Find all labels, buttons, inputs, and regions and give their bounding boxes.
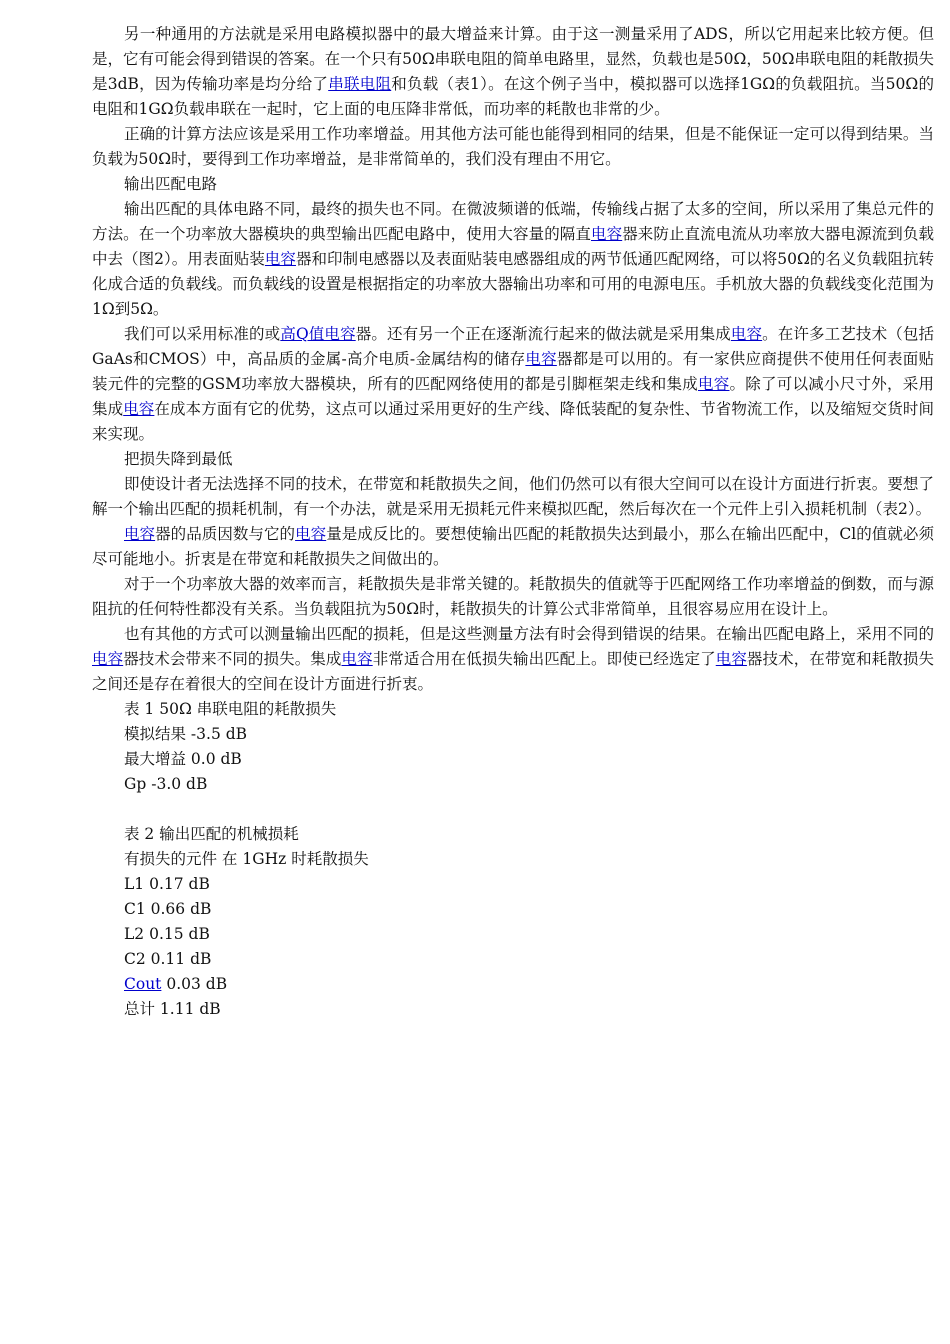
text-run: 在成本方面有它的优势，这点可以通过采用更好的生产线、降低装配的复杂性、节省物流工作，以及缩短交货时间来实现。: [92, 400, 934, 443]
paragraph: [92, 472, 934, 522]
inline-link[interactable]: 电容: [698, 375, 730, 393]
text-run: 器来防止直流电流从功率放大器电源流到负载中去（图2）。用表面贴装: [92, 225, 934, 268]
text-run: 非常适合用在低损失输出匹配上。即使已经选定了: [372, 650, 716, 668]
table2-title: 表 2 输出匹配的机械损耗: [124, 825, 299, 843]
inline-link[interactable]: 电容: [715, 650, 747, 668]
paragraph: [92, 122, 934, 172]
inline-link[interactable]: 电容: [591, 225, 623, 243]
table1-row: Gp -3.0 dB: [124, 775, 208, 793]
text-run: 把损失降到最低: [124, 450, 233, 468]
inline-link[interactable]: 电容: [525, 350, 557, 368]
table1: [92, 697, 934, 797]
table2-header: 有损失的元件 在 1GHz 时耗散损失: [124, 850, 369, 868]
cout-value: 0.03 dB: [161, 975, 228, 993]
text-run: 也有其他的方式可以测量输出匹配的损耗，但是这些测量方法有时会得到错误的结果。在输出匹配电路上，采用不同的: [124, 625, 934, 643]
inline-link[interactable]: 电容: [124, 525, 156, 543]
text-run: 。在许多工艺技术（包括GaAs和CMOS）中，高品质的金属-高介电质-金属结构的储存: [92, 325, 934, 368]
text-run: 量是成反比的。要想使输出匹配的耗散损失达到最小，那么在输出匹配中，Cl的值就必须尽可能地小。折衷是在带宽和耗散损失之间做出的。: [92, 525, 934, 568]
inline-link[interactable]: 电容: [730, 325, 763, 343]
text-run: 即使设计者无法选择不同的技术，在带宽和耗散损失之间，他们仍然可以有很大空间可以在设计方面进行折衷。要想了解一个输出匹配的损耗机制，有一个办法，就是采用无损耗元件来模拟匹配，然后每次在一个元件上引入损耗机制（表2）。: [92, 475, 934, 518]
text-run: 输出匹配电路: [124, 175, 218, 193]
paragraph: [92, 197, 934, 322]
text-run: 输出匹配的具体电路不同，最终的损失也不同。在微波频谱的低端，传输线占据了太多的空间，所以采用了集总元件的方法。在一个功率放大器模块的典型输出匹配电路中，使用大容量的隔直: [92, 200, 934, 243]
text-run: 器和印制电感器以及表面贴装电感器组成的两节低通匹配网络，可以将50Ω的名义负载阻抗转化成合适的负载线。而负载线的设置是根据指定的功率放大器输出功率和可用的电源电压。手机放大器的负载线变化范围为1Ω到5Ω。: [92, 250, 934, 318]
section-heading: [92, 447, 934, 472]
paragraph: [92, 622, 934, 697]
text-run: 和负载（表1）。在这个例子当中，模拟器可以选择1GΩ的负载阻抗。当50Ω的电阻和1GΩ负载串联在一起时，它上面的电压降非常低，而功率的耗散也非常的少。: [92, 75, 934, 118]
paragraph: [92, 22, 934, 122]
table2-row-cout: [92, 972, 934, 997]
text-run: 我们可以采用标准的或: [124, 325, 281, 343]
table1-row: 模拟结果 -3.5 dB: [124, 725, 248, 743]
table2: [92, 822, 934, 1022]
table2-total: 总计 1.11 dB: [124, 1000, 221, 1018]
inline-link[interactable]: 电容: [341, 650, 373, 668]
document-page: [92, 22, 934, 1022]
table2-row: L1 0.17 dB: [124, 875, 210, 893]
text-run: 另一种通用的方法就是采用电路模拟器中的最大增益来计算。由于这一测量采用了ADS，所以它用起来比较方便。但是，它有可能会得到错误的答案。在一个只有50Ω串联电阻的简单电路里，显然，负载也是50Ω，50Ω串联电阻的耗散损失是3dB，因为传输功率是均分给了: [92, 25, 934, 93]
inline-link[interactable]: 电容: [264, 250, 296, 268]
text-run: 器技术会带来不同的损失。集成: [123, 650, 342, 668]
spacer: [92, 797, 934, 822]
paragraph: [92, 572, 934, 622]
inline-link[interactable]: 电容: [123, 400, 155, 418]
cout-link[interactable]: Cout: [124, 975, 162, 993]
table1-title: 表 1 50Ω 串联电阻的耗散损失: [124, 700, 337, 718]
text-run: 器都是可以用的。有一家供应商提供不使用任何表面贴装元件的完整的GSM功率放大器模块，所有的匹配网络使用的都是引脚框架走线和集成: [92, 350, 934, 393]
article-body: [92, 22, 934, 697]
inline-link[interactable]: 串联电阻: [328, 75, 392, 93]
paragraph: [92, 322, 934, 447]
inline-link[interactable]: 电容: [92, 650, 124, 668]
table2-row: C1 0.66 dB: [124, 900, 212, 918]
table2-row: C2 0.11 dB: [124, 950, 212, 968]
section-heading: [92, 172, 934, 197]
inline-link[interactable]: 高Q值电容: [280, 325, 356, 343]
table2-row: L2 0.15 dB: [124, 925, 210, 943]
text-run: 器的品质因数与它的: [155, 525, 296, 543]
text-run: 器技术，在带宽和耗散损失之间还是存在着很大的空间在设计方面进行折衷。: [92, 650, 934, 693]
paragraph: [92, 522, 934, 572]
text-run: 正确的计算方法应该是采用工作功率增益。用其他方法可能也能得到相同的结果，但是不能保证一定可以得到结果。当负载为50Ω时，要得到工作功率增益，是非常简单的，我们没有理由不用它。: [92, 125, 934, 168]
text-run: 对于一个功率放大器的效率而言，耗散损失是非常关键的。耗散损失的值就等于匹配网络工作功率增益的倒数，而与源阻抗的任何特性都没有关系。当负载阻抗为50Ω时，耗散损失的计算公式非常简单，且很容易应用在设计上。: [92, 575, 934, 618]
inline-link[interactable]: 电容: [295, 525, 327, 543]
text-run: 。除了可以减小尺寸外，采用集成: [92, 375, 934, 418]
text-run: 器。还有另一个正在逐渐流行起来的做法就是采用集成: [355, 325, 731, 343]
table1-row: 最大增益 0.0 dB: [124, 750, 242, 768]
